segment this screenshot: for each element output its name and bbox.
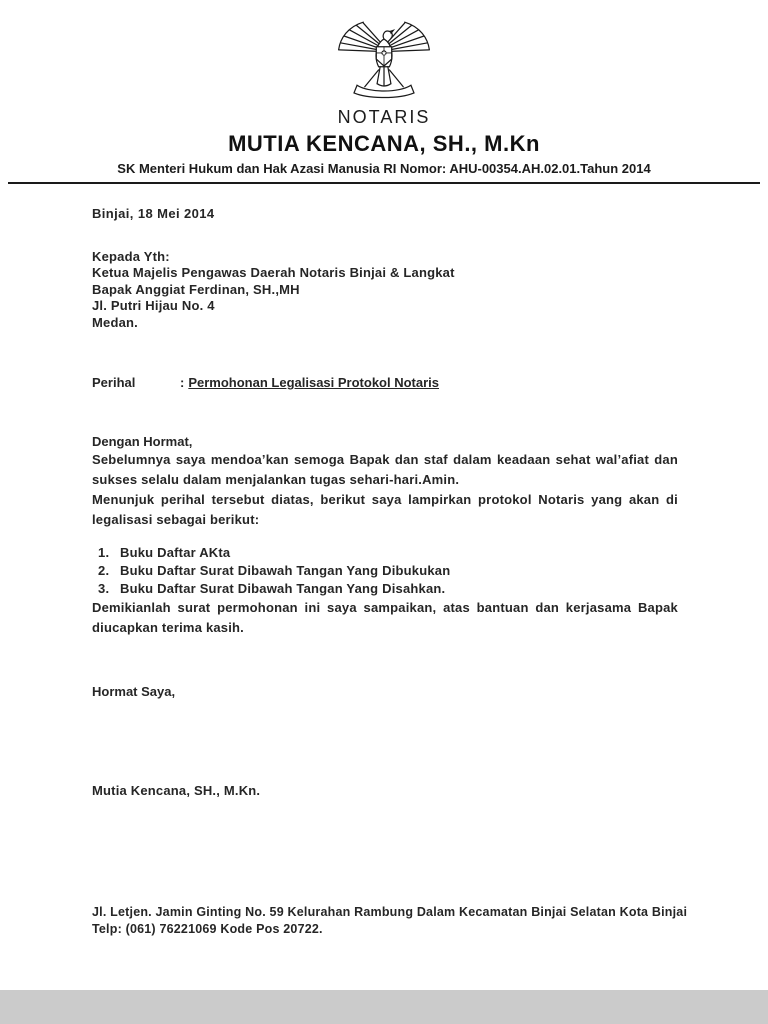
recipient-line: Bapak Anggiat Ferdinan, SH.,MH [92,281,300,297]
subject-line [92,375,678,392]
letterhead [0,0,768,184]
recipient-line: Kepada Yth: [92,248,170,264]
paragraph-closing: Demikianlah surat permohonan ini saya sampaikan, atas bantuan dan kerjasama Bapak diucapkan terima kasih. [92,600,678,635]
paragraph-purpose: Menunjuk perihal tersebut diatas, berikut saya lampirkan protokol Notaris yang akan di legalisasi sebagai berikut: [92,492,678,527]
notary-name: MUTIA KENCANA, SH., M.Kn [228,131,540,156]
list-item: Buku Daftar Surat Dibawah Tangan Yang Dibukukan [120,563,451,578]
letter-footer [92,904,708,938]
organization-title: NOTARIS [337,107,431,127]
paragraph-opening: Sebelumnya saya mendoa’kan semoga Bapak dan staf dalam keadaan sehat wal’afiat dan sukses selalu dalam menjalankan tugas sehari-hari.Amin. [92,452,678,487]
recipient-block [92,249,678,332]
emblem-container [0,12,768,105]
subject-value: Permohonan Legalisasi Protokol Notaris [188,375,440,390]
signature-name: Mutia Kencana, SH., M.Kn. [92,782,261,798]
list-item: Buku Daftar AKta [120,545,231,560]
closing-salutation: Hormat Saya, [92,684,176,699]
footer-address: Jl. Letjen. Jamin Ginting No. 59 Kelurahan Rambung Dalam Kecamatan Binjai Selatan Kota Binjai [92,905,688,919]
recipient-line: Medan. [92,314,138,330]
protocol-list [92,544,678,598]
footer-phone: Telp: (061) 76221069 Kode Pos 20722. [92,922,323,936]
subject-label: Perihal [92,375,136,390]
recipient-line: Jl. Putri Hijau No. 4 [92,298,215,313]
signature-space [92,701,678,783]
garuda-pancasila-emblem [334,12,434,105]
page-bottom-edge [0,990,768,1024]
salutation: Dengan Hormat, [92,433,193,449]
sk-decree-line: SK Menteri Hukum dan Hak Azasi Manusia RI Nomor: AHU-00354.AH.02.01.Tahun 2014 [117,161,651,176]
letter-body [0,184,768,799]
recipient-line: Ketua Majelis Pengawas Daerah Notaris Binjai & Langkat [92,265,455,280]
date-line: Binjai, 18 Mei 2014 [92,206,215,221]
subject-separator: : [180,375,185,390]
list-item: Buku Daftar Surat Dibawah Tangan Yang Disahkan. [120,581,446,596]
